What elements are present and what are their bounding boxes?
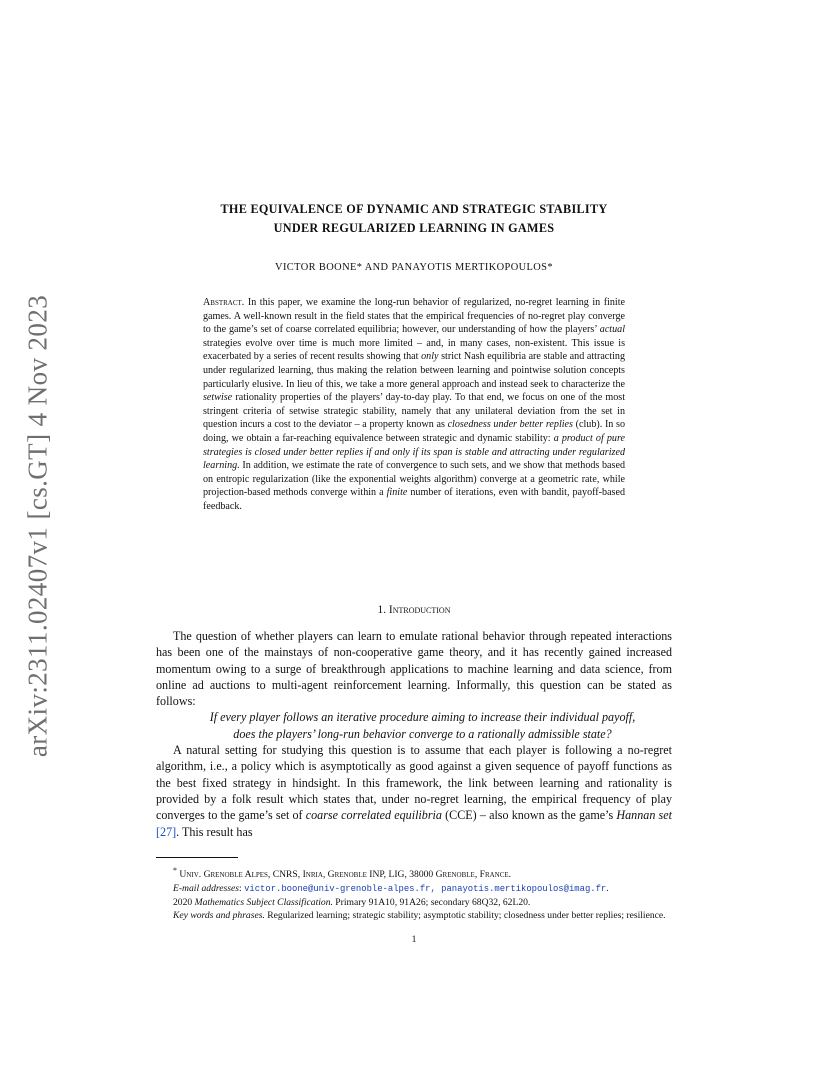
footnote-emails: E-mail addresses: victor.boone@univ-grenoble-alpes.fr, panayotis.mertikopoulos@imag.fr. [173,882,609,894]
citation-link[interactable]: [27] [156,824,177,839]
abstract-text: strict Nash equilibria are stable and attracting under regularized learning, thus making the relation between learning and pointwise solution concepts particularly elusive. In lieu of this, we take a more general approach and instead seek to characterize the [203,351,625,390]
paper-title [156,200,672,238]
abstract-text: (club). In so doing, we obtain a far-reaching equivalence between strategic and dynamic stability: [203,419,625,444]
footnote-msc [156,896,672,909]
affiliation-text: Univ. Grenoble Alpes, CNRS, Inria, Grenoble INP, LIG, 38000 Grenoble, France. [179,869,512,881]
arxiv-sidebar [16,288,60,764]
keywords-label: Key words and phrases. [173,910,265,922]
abstract-emphasis: setwise [203,392,233,404]
email-link-2[interactable]: panayotis.mertikopoulos@imag.fr [441,883,607,894]
footnote-affiliation [156,864,672,882]
title-line-2: UNDER REGULARIZED LEARNING IN GAMES [273,221,555,235]
abstract-heading: Abstract. [203,297,245,308]
msc-year: 2020 [173,897,195,908]
section-title: Introduction [388,604,451,616]
msc-text: Primary 91A10, 91A26; secondary 68Q32, 62L20. [332,897,531,908]
body-text [156,628,672,840]
footnotes [156,864,672,923]
arxiv-identifier: arXiv:2311.02407v1 [cs.GT] 4 Nov 2023 [22,294,53,758]
abstract-emphasis: finite [386,487,408,499]
quote-line-1: If every player follows an iterative procedure aiming to increase their individual payoff, [209,710,636,725]
authors: VICTOR BOONE* AND PANAYOTIS MERTIKOPOULOS* [275,262,553,273]
email-link-1[interactable]: victor.boone@univ-grenoble-alpes.fr [244,883,431,894]
footnote-mark: * [173,866,177,875]
abstract-text: strategies evolve over time is much more limited – and, in many cases, non-existent. This issue is exacerbated by a series of recent results showing that [203,337,625,363]
footnote-keywords [156,909,672,922]
msc-label: Mathematics Subject Classification. [194,897,333,908]
abstract-text: In this paper, we examine the long-run behavior of regularized, no-regret learning in finite games. A well-known result in the field states that the empirical frequencies of no-regret play converge to the game’s set of coarse correlated equilibria; however, our understanding of how the players’ [203,297,625,336]
abstract-text: rationality properties of the players’ day-to-day play. To that end, we focus on one of the most stringent criteria of setwise strategic stability, namely that any unilateral deviation from the set in question incurs a cost to the deviator – a property known as [203,392,625,431]
email-label: E-mail addresses [173,882,239,894]
keywords-text: Regularized learning; strategic stability; asymptotic stability; closedness under better replies; resilience. [264,910,666,922]
footnote-rule [156,857,238,858]
page-number: 1 [411,934,417,945]
abstract [203,296,625,514]
paragraph-2-text: (CCE) – also known as the game’s [441,808,617,823]
paragraph-2 [156,742,672,840]
paragraph-2-text: . This result has [176,824,253,839]
abstract-emphasis: only [421,351,439,363]
paragraph-2-emphasis: coarse correlated equilibria [305,808,442,823]
section-heading [156,604,672,616]
paragraph-1: The question of whether players can learn to emulate rational behavior through repeated interactions has been one of the mainstays of non-cooperative game theory, and it has recently gained increased momentum owing to a surge of breakthrough applications to machine learning and data science, from online ad auctions to multi-agent reinforcement learning. Informally, this question can be stated as follows: [156,629,672,709]
paragraph-2-emphasis: Hannan set [616,808,672,823]
quote-line-2: does the players’ long-run behavior converge to a rationally admissible state? [233,726,612,741]
paragraph-2-text: A natural setting for studying this question is to assume that each player is following a no-regret algorithm, i.e., a policy which is asymptotically as good against a given sequence of payoff functions as the best fixed strategy in hindsight. In this framework, the link between learning and rationality is provided by a folk result which states that, under no-regret learning, the empirical frequency of play converges to the game’s set of [156,743,672,823]
abstract-emphasis: closedness under better replies [447,419,573,431]
title-line-1: THE EQUIVALENCE OF DYNAMIC AND STRATEGIC STABILITY [220,202,608,216]
abstract-emphasis: actual [599,324,625,336]
section-number: 1. [377,604,387,616]
abstract-emphasis: a product of pure strategies is closed under better replies if and only if its span is stable and attracting under regularized learning. [203,432,625,472]
abstract-text: number of iterations, even with bandit, payoff-based feedback. [203,487,626,512]
abstract-text: In addition, we estimate the rate of convergence to such sets, and we show that methods based on entropic regularization (like the exponential weights algorithm) converge at a geometric rate, while projection-based methods converge within a [203,460,625,499]
